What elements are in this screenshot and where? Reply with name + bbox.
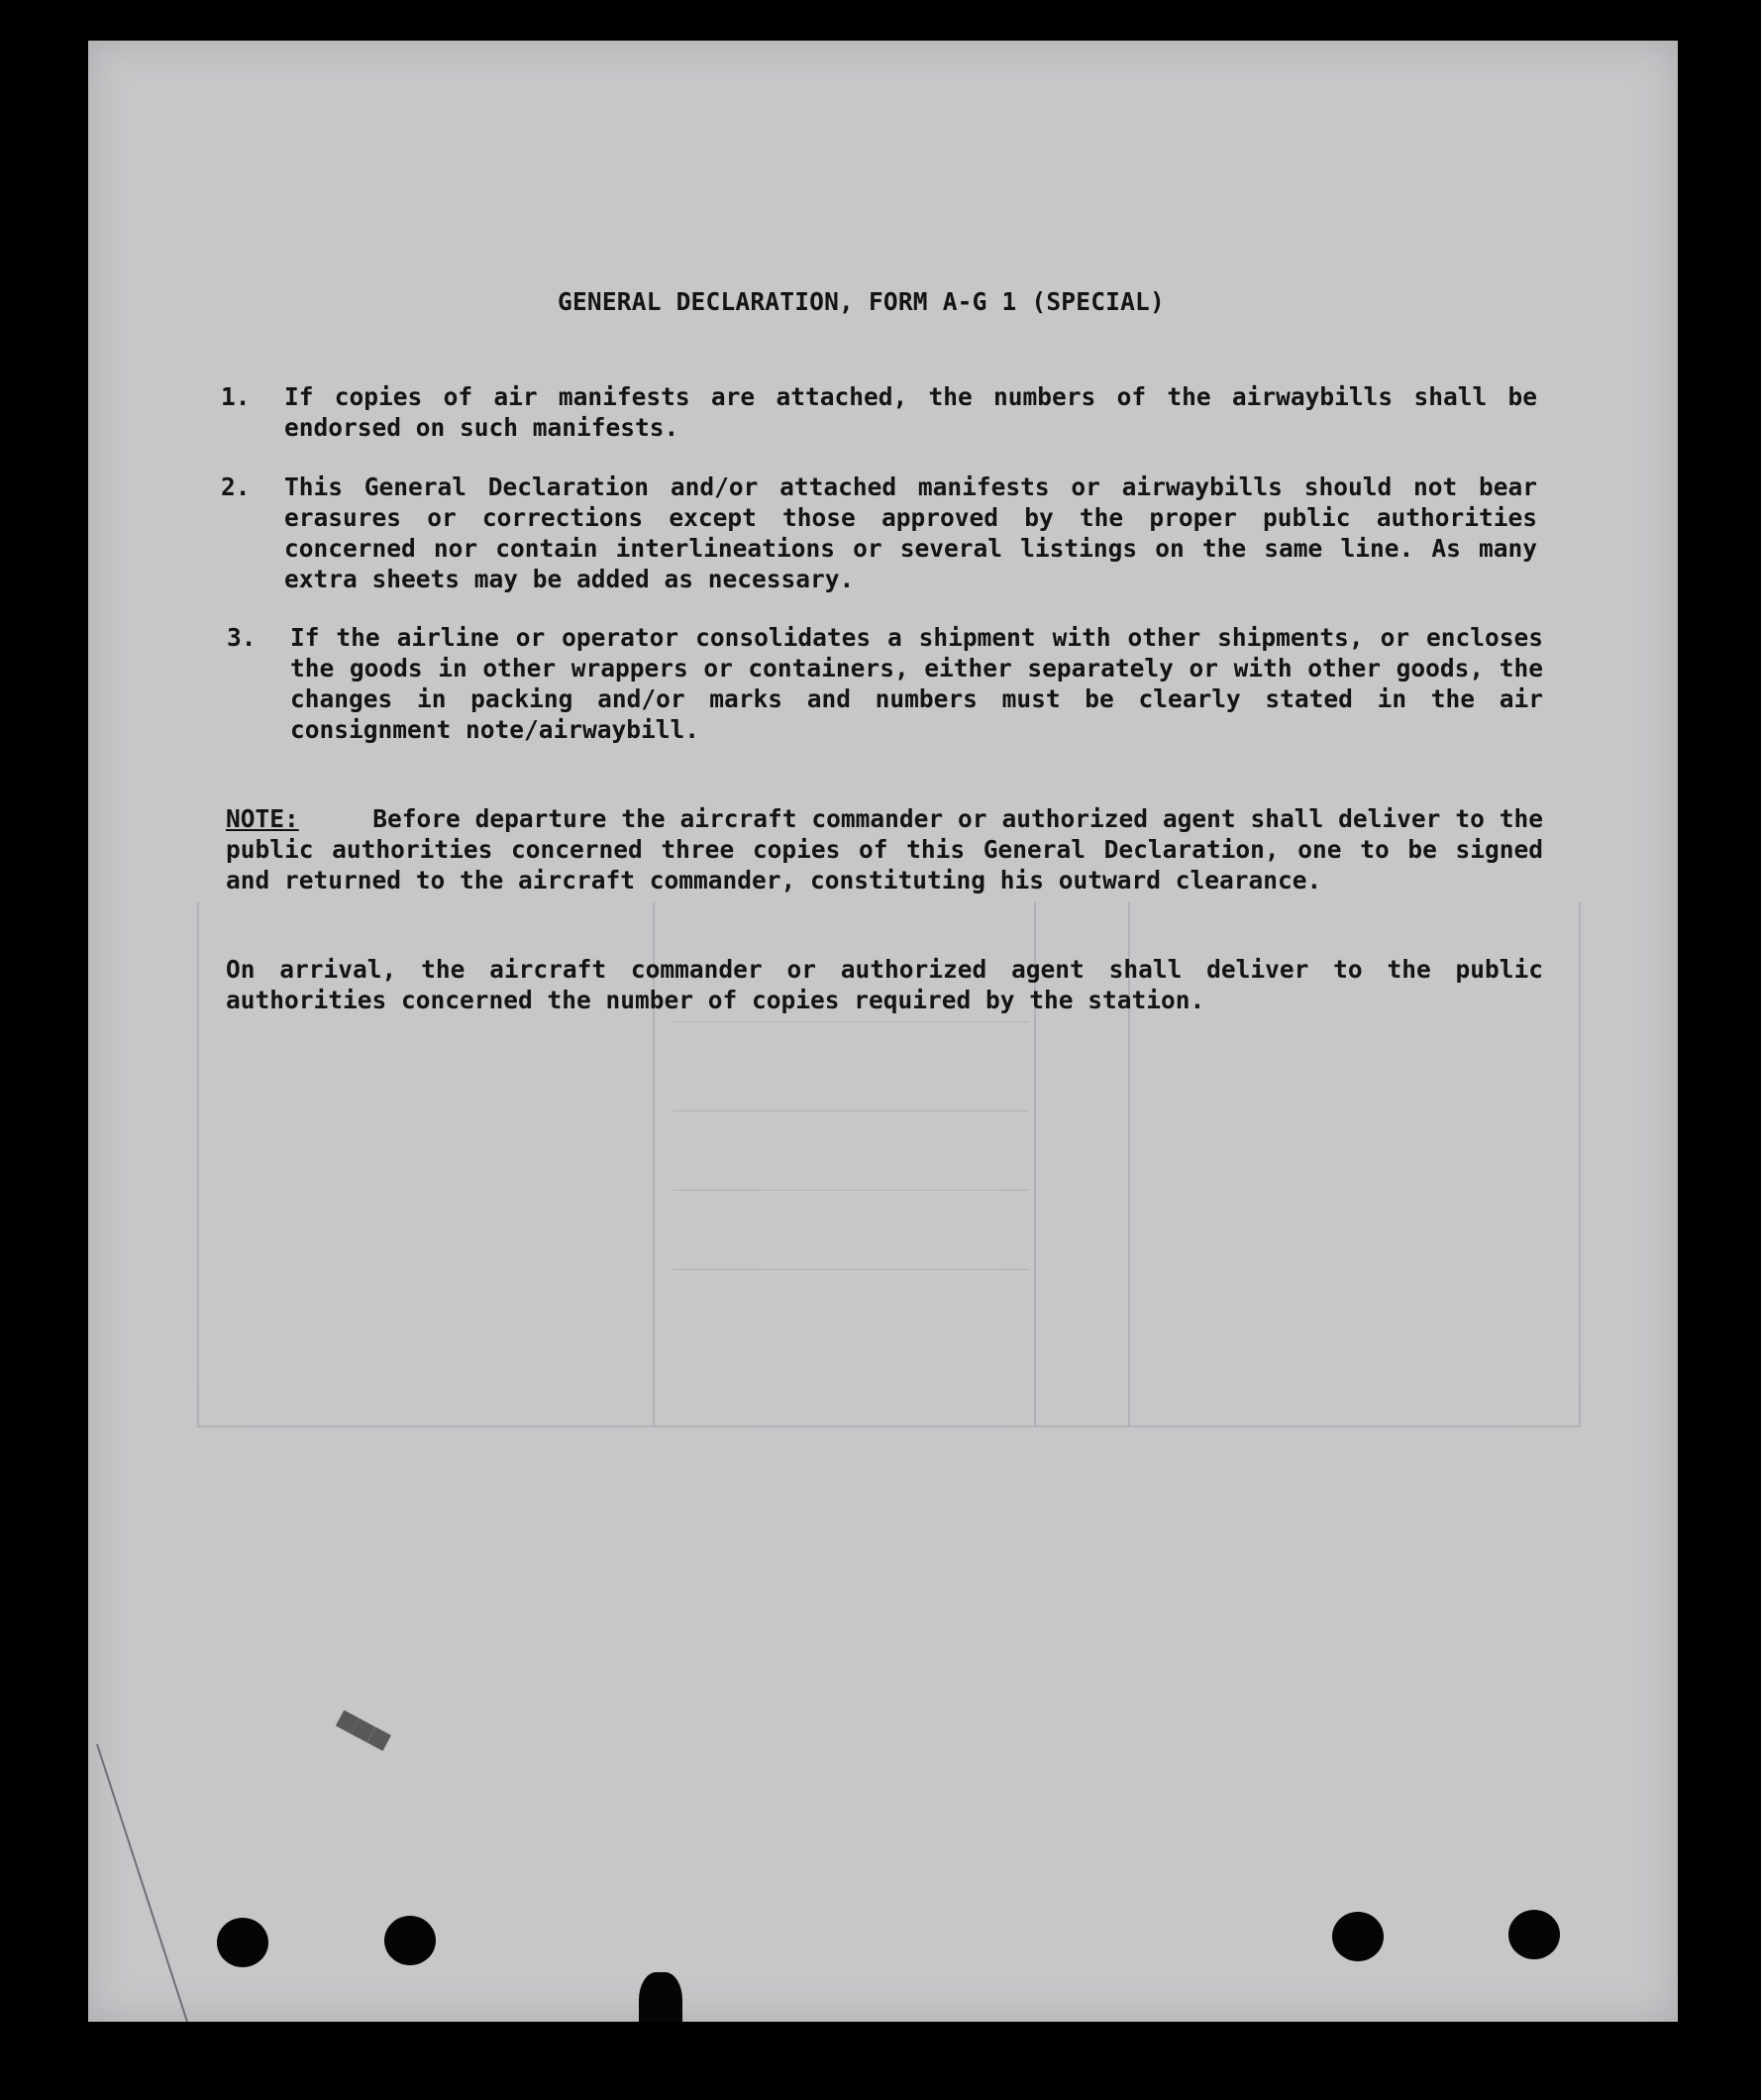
item-text: If the airline or operator consolidates a shipment with other shipments, or encloses the goods in other wrappers or containers, either separately or with other goods, the changes in packing and/or marks and numbers must be clearly stated in the air consignment note/airwaybill. bbox=[290, 623, 1543, 744]
punch-hole bbox=[1508, 1910, 1560, 1959]
fold-line bbox=[96, 1743, 190, 2022]
item-number: 1. bbox=[221, 382, 251, 411]
item-number: 2. bbox=[221, 472, 251, 501]
punch-hole bbox=[1332, 1912, 1384, 1961]
item-text: This General Declaration and/or attached manifests or airwaybills should not bear erasures or corrections except those approved by the proper public authorities concerned nor contain interlineations or several listings on the same line. As many extra sheets may be added as necessary. bbox=[284, 472, 1537, 593]
item-text: If copies of air manifests are attached, the numbers of the airwaybills shall be endorsed on such manifests. bbox=[284, 382, 1537, 442]
note-paragraph bbox=[226, 803, 1543, 895]
punch-hole-partial bbox=[639, 1972, 682, 2022]
note-text: Before departure the aircraft commander or authorized agent shall deliver to the public authorities concerned three copies of this General Declaration, one to be signed and returned to the aircraft commander, constituting his outward clearance. bbox=[226, 804, 1543, 894]
form-title: GENERAL DECLARATION, FORM A-G 1 (SPECIAL) bbox=[558, 287, 1165, 316]
punch-hole bbox=[384, 1916, 436, 1965]
punch-hole bbox=[217, 1918, 268, 1967]
note-label: NOTE: bbox=[226, 804, 299, 833]
item-number: 3. bbox=[227, 623, 257, 652]
reverse-stamp: ■■■ bbox=[330, 1704, 395, 1760]
document-page bbox=[88, 41, 1678, 2022]
arrival-paragraph: On arrival, the aircraft commander or authorized agent shall deliver to the public authorities concerned the number of copies required by the station. bbox=[226, 955, 1543, 1014]
